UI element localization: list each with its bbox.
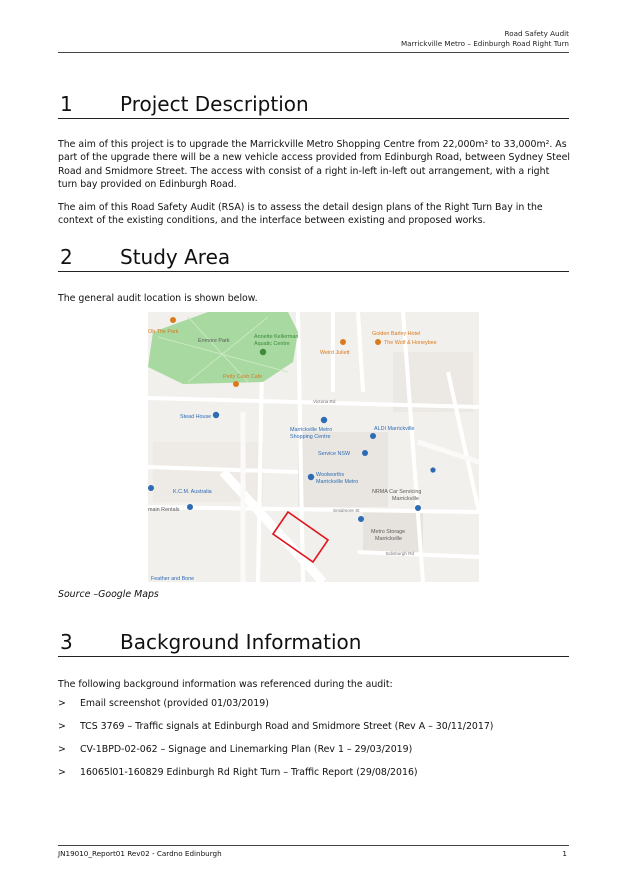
map-label: Edinburgh Rd [386, 551, 415, 556]
location-map [148, 312, 479, 582]
paragraph-rsa-aim: The aim of this Road Safety Audit (RSA) is to assess the detail design plans of the Right Turn Bay in the context of the existing conditions, and the interface between existing and proposed works. [58, 202, 543, 227]
map-graphic [148, 312, 479, 582]
map-label: Feather and Bone [151, 576, 195, 582]
map-label: Aquatic Centre [254, 341, 290, 347]
page-number: 1 [562, 849, 567, 858]
footer-rule [58, 845, 569, 846]
paragraph-background-intro: The following background information was referenced during the audit: [58, 679, 393, 690]
map-label: Shopping Centre [290, 434, 331, 440]
section-number: 3 [60, 630, 73, 654]
map-label: Weird Juliett [320, 350, 350, 356]
list-item-text: 16065l01-160829 Edinburgh Rd Right Turn – Traffic Report (29/08/2016) [80, 767, 418, 778]
section-heading-1 [58, 92, 569, 119]
footer-document-id: JN19010_Report01 Rev02 - Cardno Edinburgh [58, 849, 222, 858]
running-header [401, 29, 569, 49]
map-label: Golden Barley Hotel [372, 331, 421, 337]
bullet-arrow-icon: > [58, 698, 66, 709]
map-label: Marrickville [375, 536, 402, 542]
section-title: Background Information [120, 630, 362, 654]
map-label: Enmore Park [198, 338, 230, 344]
list-item [58, 743, 578, 756]
list-item [58, 697, 578, 710]
blue-poi-pin-icon [415, 505, 421, 511]
map-label: The Wolf & Honeybee [384, 340, 437, 346]
orange-poi-pin-icon [340, 339, 346, 345]
bullet-arrow-icon: > [58, 744, 66, 755]
list-item-text: CV-1BPD-02-062 – Signage and Linemarking Plan (Rev 1 – 29/03/2019) [80, 744, 413, 755]
list-item-text: Email screenshot (provided 01/03/2019) [80, 698, 269, 709]
map-label: Marrickville Metro [290, 427, 333, 433]
map-caption: Source –Google Maps [58, 589, 159, 600]
paragraph-study-area: The general audit location is shown below. [58, 293, 258, 304]
map-label: Woolworths [316, 472, 345, 478]
section-number: 1 [60, 92, 73, 116]
list-item [58, 766, 578, 779]
orange-poi-pin-icon [233, 381, 239, 387]
blue-poi-pin-icon [362, 450, 368, 456]
section-number: 2 [60, 245, 73, 269]
green-poi-pin-icon [260, 349, 266, 355]
bullet-arrow-icon: > [58, 767, 66, 778]
list-item-text: TCS 3769 – Traffic signals at Edinburgh Road and Smidmore Street (Rev A – 30/11/2017) [80, 721, 494, 732]
map-label: NRMA Car Servicing [372, 489, 422, 495]
map-label: Victoria Rd [313, 399, 336, 404]
blue-poi-pin-icon [213, 412, 219, 418]
blue-poi-pin-icon [358, 516, 364, 522]
map-label: Marrickville Metro [316, 479, 359, 485]
blue-poi-pin-icon [148, 485, 154, 491]
map-label: Stead House [180, 414, 212, 420]
section-heading-2 [58, 245, 569, 272]
map-label: Oh The Park [148, 329, 179, 335]
map-label: Metro Storage [371, 529, 406, 535]
paragraph-project-aim: The aim of this project is to upgrade the Marrickville Metro Shopping Centre from 22,000m² to 33,000m². As part of the upgrade there will be a new vehicle access provided from Edinburgh Road, between Sydney Steel Road and Smidmore Street. The access with consist of a right in-left in-left out arrangement, with a right turn bay provided on Edinburgh Road. [58, 139, 570, 191]
map-label: main Rentals [148, 507, 180, 513]
map-label: Marrickville [392, 496, 419, 502]
blue-poi-pin-icon [321, 417, 327, 423]
orange-poi-pin-icon [170, 317, 176, 323]
blue-poi-pin-icon [187, 504, 193, 510]
map-label: Smidmore St [333, 508, 360, 513]
blue-poi-pin-icon [430, 467, 435, 472]
list-item [58, 720, 578, 733]
map-label: Service NSW [318, 451, 351, 457]
map-label: K.C.M. Australia [173, 489, 212, 495]
header-line-1: Road Safety Audit [504, 29, 569, 38]
section-title: Project Description [120, 92, 309, 116]
reference-list [58, 697, 578, 789]
section-title: Study Area [120, 245, 231, 269]
header-line-2: Marrickville Metro – Edinburgh Road Right Turn [400, 39, 569, 48]
header-rule [58, 52, 569, 53]
orange-poi-pin-icon [375, 339, 381, 345]
map-label: Petty Cash Cafe [223, 374, 263, 380]
map-label: Annette Kellerman [254, 334, 299, 340]
bullet-arrow-icon: > [58, 721, 66, 732]
blue-poi-pin-icon [370, 433, 376, 439]
blue-poi-pin-icon [308, 474, 314, 480]
section-heading-3 [58, 630, 569, 657]
map-label: ALDI Marrickville [374, 426, 415, 432]
